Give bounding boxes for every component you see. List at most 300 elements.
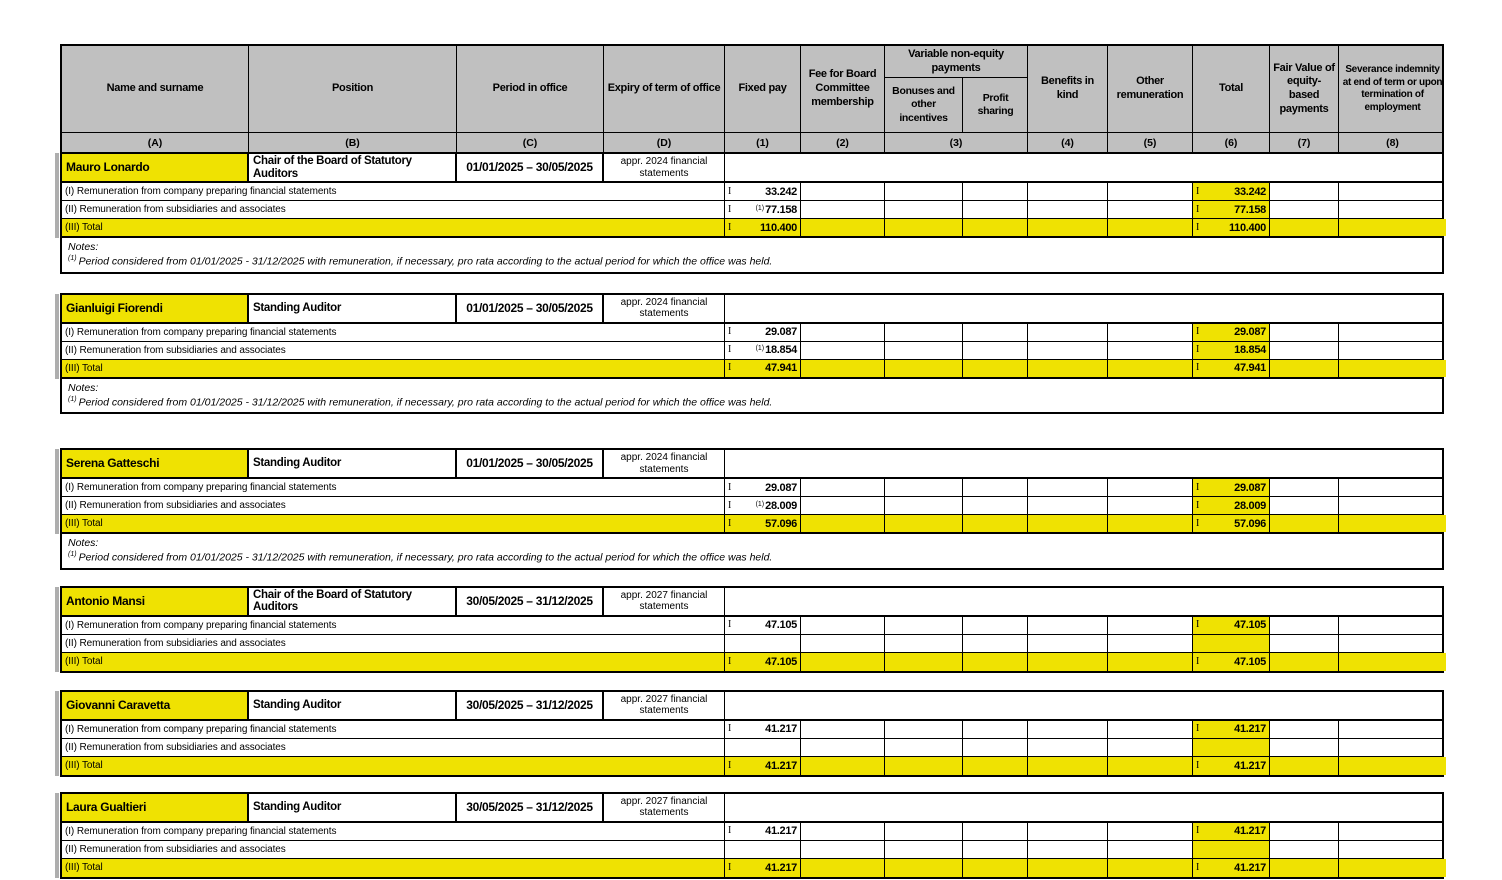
benefits-cell <box>1028 479 1108 496</box>
currency-marker: I <box>1196 655 1200 667</box>
total-value: I 47.105 <box>1193 617 1270 634</box>
severance-cell <box>1339 479 1446 496</box>
auditor-block-mansi <box>60 586 1444 673</box>
other-cell <box>1108 653 1193 671</box>
profit-cell <box>963 479 1028 496</box>
fee-cell <box>801 617 885 634</box>
fair-value-cell <box>1270 841 1339 858</box>
fair-value-cell <box>1270 757 1339 775</box>
fair-value-cell <box>1270 183 1339 200</box>
fixed-pay-value: I 29.087 <box>725 479 801 496</box>
severance-cell <box>1339 201 1446 218</box>
header-fee-committee: Fee for Board Committee membership <box>801 46 885 132</box>
currency-marker: I <box>728 517 732 529</box>
currency-marker: I <box>728 185 732 197</box>
auditor-name: Gianluigi Fiorendi <box>62 295 249 322</box>
total-value: I 33.242 <box>1193 183 1270 200</box>
header-fair-value: Fair Value of equity-based payments <box>1270 46 1339 132</box>
row-label: (I) Remuneration from company preparing financial statements <box>62 183 725 200</box>
bonuses-cell <box>885 653 963 671</box>
other-cell <box>1108 219 1193 236</box>
bonuses-cell <box>885 739 963 756</box>
header-fixed-pay: Fixed pay <box>725 46 801 132</box>
fixed-pay-value <box>725 739 801 756</box>
auditor-block-caravetta <box>60 690 1444 777</box>
fair-value-cell <box>1270 497 1339 514</box>
currency-marker: I <box>1196 221 1200 233</box>
row-company-remuneration <box>62 479 1442 497</box>
bonuses-cell <box>885 219 963 236</box>
total-value: I 41.217 <box>1193 859 1270 877</box>
total-value <box>1193 841 1270 858</box>
fee-cell <box>801 721 885 738</box>
bonuses-cell <box>885 479 963 496</box>
period-cell: 30/05/2025 – 31/12/2025 <box>457 794 604 821</box>
bonuses-cell <box>885 497 963 514</box>
other-cell <box>1108 739 1193 756</box>
benefits-cell <box>1028 497 1108 514</box>
header-benefits: Benefits in kind <box>1028 46 1108 132</box>
benefits-cell <box>1028 219 1108 236</box>
row-company-remuneration <box>62 183 1442 201</box>
auditor-name: Giovanni Caravetta <box>62 692 249 719</box>
fee-cell <box>801 515 885 532</box>
currency-marker: I <box>728 326 732 337</box>
fee-cell <box>801 497 885 514</box>
row-subsidiaries-remuneration <box>62 342 1442 360</box>
empty-region <box>725 794 1446 821</box>
profit-cell <box>963 183 1028 200</box>
row-label: (I) Remuneration from company preparing financial statements <box>62 721 725 738</box>
total-value: I 29.087 <box>1193 324 1270 341</box>
total-value: I 41.217 <box>1193 823 1270 840</box>
auditor-block-lonardo <box>60 152 1444 274</box>
position-cell: Chair of the Board of Statutory Auditors <box>249 154 457 181</box>
row-label: (II) Remuneration from subsidiaries and associates <box>62 342 725 359</box>
severance-cell <box>1339 757 1446 775</box>
side-strip <box>55 691 59 776</box>
letter-6: (6) <box>1193 133 1270 152</box>
currency-marker: I <box>728 619 732 630</box>
footnote-marker: (1) <box>68 395 77 403</box>
row-label: (II) Remuneration from subsidiaries and associates <box>62 497 725 514</box>
position-cell: Standing Auditor <box>249 295 457 322</box>
severance-cell <box>1339 823 1446 840</box>
empty-region <box>725 450 1446 477</box>
profit-cell <box>963 721 1028 738</box>
footnote-marker: (1) <box>68 255 77 262</box>
currency-marker: I <box>1196 203 1200 215</box>
empty-region <box>725 154 1446 181</box>
row-company-remuneration <box>62 823 1442 841</box>
other-cell <box>1108 617 1193 634</box>
currency-marker: I <box>728 861 732 873</box>
row-label: (III) Total <box>62 653 725 671</box>
profit-cell <box>963 841 1028 858</box>
profit-cell <box>963 859 1028 877</box>
currency-marker: I <box>1196 517 1200 529</box>
total-value: I 47.105 <box>1193 653 1270 671</box>
bonuses-cell <box>885 635 963 652</box>
profit-cell <box>963 342 1028 359</box>
severance-cell <box>1339 324 1446 341</box>
fixed-pay-value: I (1) 28.009 <box>725 497 801 514</box>
side-strip <box>55 153 59 238</box>
fair-value-cell <box>1270 479 1339 496</box>
benefits-cell <box>1028 653 1108 671</box>
bonuses-cell <box>885 342 963 359</box>
auditor-name: Mauro Lonardo <box>62 154 249 181</box>
benefits-cell <box>1028 859 1108 877</box>
footnote-marker: (1) <box>755 204 765 212</box>
bonuses-cell <box>885 515 963 532</box>
row-subsidiaries-remuneration <box>62 739 1442 757</box>
total-value: I 28.009 <box>1193 497 1270 514</box>
row-label: (II) Remuneration from subsidiaries and associates <box>62 201 725 218</box>
fee-cell <box>801 823 885 840</box>
profit-cell <box>963 497 1028 514</box>
header-profit-sharing: Profit sharing <box>977 91 1014 117</box>
severance-cell <box>1339 219 1446 236</box>
severance-cell <box>1339 617 1446 634</box>
row-total <box>62 360 1442 378</box>
side-strip <box>55 294 59 379</box>
remuneration-table <box>60 44 1444 879</box>
expiry-cell: appr. 2027 financial statements <box>604 794 725 821</box>
header-position: Position <box>249 46 457 132</box>
fixed-pay-value: I 41.217 <box>725 823 801 840</box>
period-cell: 30/05/2025 – 31/12/2025 <box>457 692 604 719</box>
header-period: Period in office <box>457 46 604 132</box>
letter-a: (A) <box>62 133 249 152</box>
severance-cell <box>1339 721 1446 738</box>
row-label: (III) Total <box>62 360 725 377</box>
other-cell <box>1108 360 1193 377</box>
letter-c: (C) <box>457 133 604 152</box>
notes-section <box>62 237 1442 272</box>
total-value: I 57.096 <box>1193 515 1270 532</box>
fixed-pay-value: I (1) 77.158 <box>725 201 801 218</box>
other-cell <box>1108 324 1193 341</box>
header-severance: Severance indemnity at end of term or upon termination of employment <box>1342 64 1443 113</box>
row-total <box>62 515 1442 533</box>
header-total: Total <box>1193 46 1270 132</box>
notes-section <box>62 378 1442 413</box>
benefits-cell <box>1028 515 1108 532</box>
currency-marker: I <box>728 203 732 215</box>
severance-cell <box>1339 635 1446 652</box>
severance-cell <box>1339 653 1446 671</box>
other-cell <box>1108 515 1193 532</box>
currency-marker: I <box>728 344 732 355</box>
notes-label: Notes: <box>68 381 99 394</box>
letter-b: (B) <box>249 133 457 152</box>
row-total <box>62 219 1442 237</box>
currency-marker: I <box>728 723 732 734</box>
expiry-cell: appr. 2024 financial statements <box>604 154 725 181</box>
currency-marker: I <box>1196 723 1200 734</box>
empty-region <box>725 588 1446 615</box>
row-label: (III) Total <box>62 219 725 236</box>
header-bonuses: Bonuses and other incentives <box>885 78 963 132</box>
expiry-cell: appr. 2027 financial statements <box>604 692 725 719</box>
letter-2: (2) <box>801 133 885 152</box>
letter-1: (1) <box>725 133 801 152</box>
fixed-pay-value: I 110.400 <box>725 219 801 236</box>
row-total <box>62 859 1442 877</box>
fixed-pay-value: I (1) 18.854 <box>725 342 801 359</box>
severance-cell <box>1339 515 1446 532</box>
bonuses-cell <box>885 360 963 377</box>
expiry-cell: appr. 2024 financial statements <box>604 450 725 477</box>
auditor-block-gualtieri <box>60 792 1444 879</box>
currency-marker: I <box>728 499 732 511</box>
other-cell <box>1108 201 1193 218</box>
currency-marker: I <box>728 481 732 493</box>
table-header <box>60 44 1444 152</box>
total-value: I 110.400 <box>1193 219 1270 236</box>
bonuses-cell <box>885 757 963 775</box>
row-label: (III) Total <box>62 859 725 877</box>
other-cell <box>1108 823 1193 840</box>
header-name: Name and surname <box>62 46 249 132</box>
letter-4: (4) <box>1028 133 1108 152</box>
empty-region <box>725 295 1446 322</box>
auditor-block-fiorendi <box>60 293 1444 415</box>
fair-value-cell <box>1270 721 1339 738</box>
header-expiry: Expiry of term of office <box>604 46 725 132</box>
other-cell <box>1108 183 1193 200</box>
profit-cell <box>963 635 1028 652</box>
row-subsidiaries-remuneration <box>62 497 1442 515</box>
other-cell <box>1108 841 1193 858</box>
row-label: (II) Remuneration from subsidiaries and associates <box>62 739 725 756</box>
fixed-pay-value: I 41.217 <box>725 721 801 738</box>
letter-d: (D) <box>604 133 725 152</box>
currency-marker: I <box>1196 481 1200 493</box>
fee-cell <box>801 324 885 341</box>
fee-cell <box>801 841 885 858</box>
letter-5: (5) <box>1108 133 1193 152</box>
header-variable-group-label: Variable non-equity payments <box>885 46 1027 78</box>
other-cell <box>1108 497 1193 514</box>
position-cell: Standing Auditor <box>249 794 457 821</box>
profit-cell <box>963 823 1028 840</box>
column-letter-row <box>62 133 1442 152</box>
fair-value-cell <box>1270 617 1339 634</box>
fee-cell <box>801 859 885 877</box>
fee-cell <box>801 342 885 359</box>
severance-cell <box>1339 183 1446 200</box>
position-cell: Standing Auditor <box>249 450 457 477</box>
fee-cell <box>801 183 885 200</box>
total-value: I 41.217 <box>1193 721 1270 738</box>
other-cell <box>1108 757 1193 775</box>
currency-marker: I <box>1196 185 1200 197</box>
side-strip <box>55 587 59 672</box>
expiry-cell: appr. 2027 financial statements <box>604 588 725 615</box>
benefits-cell <box>1028 360 1108 377</box>
fixed-pay-value: I 29.087 <box>725 324 801 341</box>
severance-cell <box>1339 497 1446 514</box>
currency-marker: I <box>1196 861 1200 873</box>
row-company-remuneration <box>62 721 1442 739</box>
fair-value-cell <box>1270 201 1339 218</box>
fair-value-cell <box>1270 219 1339 236</box>
fee-cell <box>801 635 885 652</box>
bonuses-cell <box>885 823 963 840</box>
total-value: I 29.087 <box>1193 479 1270 496</box>
severance-cell <box>1339 342 1446 359</box>
fee-cell <box>801 479 885 496</box>
letter-7: (7) <box>1270 133 1339 152</box>
total-value: I 41.217 <box>1193 757 1270 775</box>
row-company-remuneration <box>62 324 1442 342</box>
total-value <box>1193 739 1270 756</box>
benefits-cell <box>1028 823 1108 840</box>
benefits-cell <box>1028 635 1108 652</box>
letter-3: (3) <box>885 133 1028 152</box>
position-cell: Chair of the Board of Statutory Auditors <box>249 588 457 615</box>
profit-cell <box>963 739 1028 756</box>
fee-cell <box>801 653 885 671</box>
note-text: $^{(1)}$ Period considered from 01/01/2025 - 31/12/2025 with remuneration, if necessary, pro rata according to the actual period for which the office was held. <box>68 255 773 268</box>
fee-cell <box>801 739 885 756</box>
row-label: (II) Remuneration from subsidiaries and associates <box>62 841 725 858</box>
profit-cell <box>963 617 1028 634</box>
period-cell: 30/05/2025 – 31/12/2025 <box>457 588 604 615</box>
note-text: $^{(1)}$ Period considered from 01/01/2025 - 31/12/2025 with remuneration, if necessary, pro rata according to the actual period for which the office was held. <box>68 551 773 564</box>
fair-value-cell <box>1270 635 1339 652</box>
severance-cell <box>1339 360 1446 377</box>
auditor-block-gatteschi <box>60 448 1444 570</box>
side-strip <box>55 449 59 534</box>
letter-8: (8) <box>1386 136 1399 149</box>
note-text: $^{(1)}$ Period considered from 01/01/2025 - 31/12/2025 with remuneration, if necessary, pro rata according to the actual period for which the office was held. <box>68 395 773 408</box>
currency-marker: I <box>728 655 732 667</box>
fixed-pay-value: I 41.217 <box>725 757 801 775</box>
row-label: (III) Total <box>62 515 725 532</box>
header-other-remuneration: Other remuneration <box>1108 46 1193 132</box>
fixed-pay-value: I 47.105 <box>725 617 801 634</box>
auditor-name: Laura Gualtieri <box>62 794 249 821</box>
fixed-pay-value: I 57.096 <box>725 515 801 532</box>
fee-cell <box>801 219 885 236</box>
benefits-cell <box>1028 201 1108 218</box>
row-label: (I) Remuneration from company preparing financial statements <box>62 617 725 634</box>
bonuses-cell <box>885 721 963 738</box>
fair-value-cell <box>1270 360 1339 377</box>
bonuses-cell <box>885 617 963 634</box>
currency-marker: I <box>728 825 732 836</box>
fair-value-cell <box>1270 324 1339 341</box>
bonuses-cell <box>885 324 963 341</box>
fair-value-cell <box>1270 739 1339 756</box>
fee-cell <box>801 757 885 775</box>
fee-cell <box>801 360 885 377</box>
row-label: (I) Remuneration from company preparing financial statements <box>62 479 725 496</box>
other-cell <box>1108 342 1193 359</box>
side-strip <box>55 793 59 878</box>
currency-marker: I <box>1196 499 1200 511</box>
currency-marker: I <box>1196 344 1200 355</box>
total-value: I 77.158 <box>1193 201 1270 218</box>
row-subsidiaries-remuneration <box>62 635 1442 653</box>
fixed-pay-value: I 33.242 <box>725 183 801 200</box>
row-total <box>62 653 1442 671</box>
currency-marker: I <box>1196 619 1200 630</box>
position-cell: Standing Auditor <box>249 692 457 719</box>
fair-value-cell <box>1270 342 1339 359</box>
row-subsidiaries-remuneration <box>62 201 1442 219</box>
severance-cell <box>1339 841 1446 858</box>
other-cell <box>1108 635 1193 652</box>
notes-section <box>62 533 1442 568</box>
bonuses-cell <box>885 183 963 200</box>
period-cell: 01/01/2025 – 30/05/2025 <box>457 450 604 477</box>
benefits-cell <box>1028 342 1108 359</box>
header-variable-group <box>885 46 1028 132</box>
row-label: (III) Total <box>62 757 725 775</box>
fixed-pay-value: I 47.105 <box>725 653 801 671</box>
notes-label: Notes: <box>68 537 99 549</box>
severance-cell <box>1339 739 1446 756</box>
bonuses-cell <box>885 201 963 218</box>
profit-cell <box>963 757 1028 775</box>
fair-value-cell <box>1270 515 1339 532</box>
notes-label: Notes: <box>68 241 99 253</box>
profit-cell <box>963 219 1028 236</box>
benefits-cell <box>1028 183 1108 200</box>
currency-marker: I <box>728 362 732 373</box>
fixed-pay-value: I 41.217 <box>725 859 801 877</box>
row-label: (I) Remuneration from company preparing financial statements <box>62 823 725 840</box>
row-subsidiaries-remuneration <box>62 841 1442 859</box>
fee-cell <box>801 201 885 218</box>
total-value: I 18.854 <box>1193 342 1270 359</box>
auditor-name: Serena Gatteschi <box>62 450 249 477</box>
footnote-marker: (1) <box>755 500 765 508</box>
fair-value-cell <box>1270 823 1339 840</box>
benefits-cell <box>1028 739 1108 756</box>
profit-cell <box>963 515 1028 532</box>
profit-cell <box>963 360 1028 377</box>
expiry-cell: appr. 2024 financial statements <box>604 295 725 322</box>
bonuses-cell <box>885 841 963 858</box>
severance-cell <box>1339 859 1446 877</box>
empty-region <box>725 692 1446 719</box>
total-value: I 47.941 <box>1193 360 1270 377</box>
benefits-cell <box>1028 721 1108 738</box>
benefits-cell <box>1028 617 1108 634</box>
bonuses-cell <box>885 859 963 877</box>
period-cell: 01/01/2025 – 30/05/2025 <box>457 295 604 322</box>
other-cell <box>1108 859 1193 877</box>
currency-marker: I <box>728 221 732 233</box>
row-total <box>62 757 1442 775</box>
currency-marker: I <box>1196 825 1200 836</box>
fair-value-cell <box>1270 653 1339 671</box>
footnote-marker: (1) <box>755 345 765 352</box>
other-cell <box>1108 479 1193 496</box>
currency-marker: I <box>1196 362 1200 373</box>
fixed-pay-value <box>725 841 801 858</box>
benefits-cell <box>1028 324 1108 341</box>
row-label: (II) Remuneration from subsidiaries and associates <box>62 635 725 652</box>
row-company-remuneration <box>62 617 1442 635</box>
total-value <box>1193 635 1270 652</box>
currency-marker: I <box>728 759 732 771</box>
